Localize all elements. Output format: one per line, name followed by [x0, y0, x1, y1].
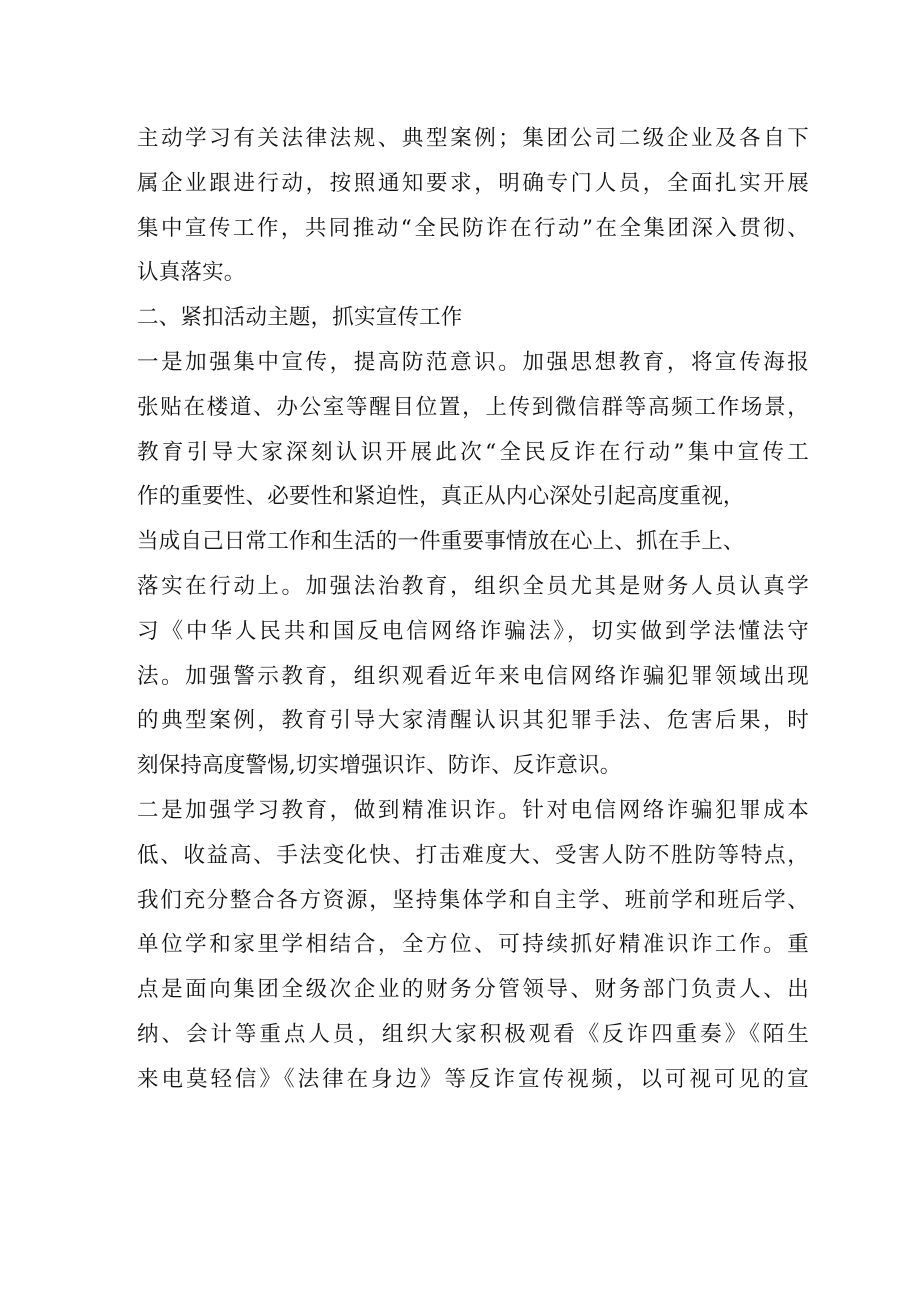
text-line: 点是面向集团全级次企业的财务分管领导、财务部门负责人、出 [137, 977, 809, 1003]
text-line: 作的重要性、必要性和紧迫性，真正从内心深处引起高度重视， [137, 484, 745, 510]
text-line: 一是加强集中宣传，提高防范意识。加强思想教育，将宣传海报 [137, 349, 809, 375]
text-line: 集中宣传工作，共同推动“全民防诈在行动”在全集团深入贯彻、 [137, 215, 809, 241]
text-line: 教育引导大家深刻认识开展此次“全民反诈在行动”集中宣传工 [137, 439, 809, 465]
text-line: 二、紧扣活动主题，抓实宣传工作 [137, 305, 463, 331]
text-line: 的典型案例，教育引导大家清醒认识其犯罪手法、危害后果，时 [137, 708, 809, 734]
text-line: 法。加强警示教育，组织观看近年来电信网络诈骗犯罪领域出现 [137, 663, 809, 689]
text-line: 低、收益高、手法变化快、打击难度大、受害人防不胜防等特点， [137, 842, 809, 868]
text-line: 认真落实。 [137, 260, 246, 286]
text-line: 刻保持高度警惕,切实增强识诈、防诈、反诈意识。 [137, 753, 622, 779]
text-line: 当成自己日常工作和生活的一件重要事情放在心上、抓在手上、 [137, 529, 745, 555]
text-line: 落实在行动上。加强法治教育，组织全员尤其是财务人员认真学 [137, 573, 809, 599]
text-line: 习《中华人民共和国反电信网络诈骗法》，切实做到学法懂法守 [137, 618, 809, 644]
text-line: 我们充分整合各方资源，坚持集体学和自主学、班前学和班后学、 [137, 887, 809, 913]
text-line: 来电莫轻信》《法律在身边》等反诈宣传视频，以可视可见的宣 [137, 1066, 809, 1092]
text-line: 属企业跟进行动，按照通知要求，明确专门人员，全面扎实开展 [137, 170, 809, 196]
document-body [137, 117, 809, 1103]
text-line: 纳、会计等重点人员，组织大家积极观看《反诈四重奏》《陌生 [137, 1021, 809, 1047]
text-line: 单位学和家里学相结合，全方位、可持续抓好精准识诈工作。重 [137, 932, 809, 958]
text-line: 张贴在楼道、办公室等醒目位置，上传到微信群等高频工作场景， [137, 394, 809, 420]
text-line: 二是加强学习教育，做到精准识诈。针对电信网络诈骗犯罪成本 [137, 797, 809, 823]
text-line: 主动学习有关法律法规、典型案例；集团公司二级企业及各自下 [137, 126, 809, 151]
